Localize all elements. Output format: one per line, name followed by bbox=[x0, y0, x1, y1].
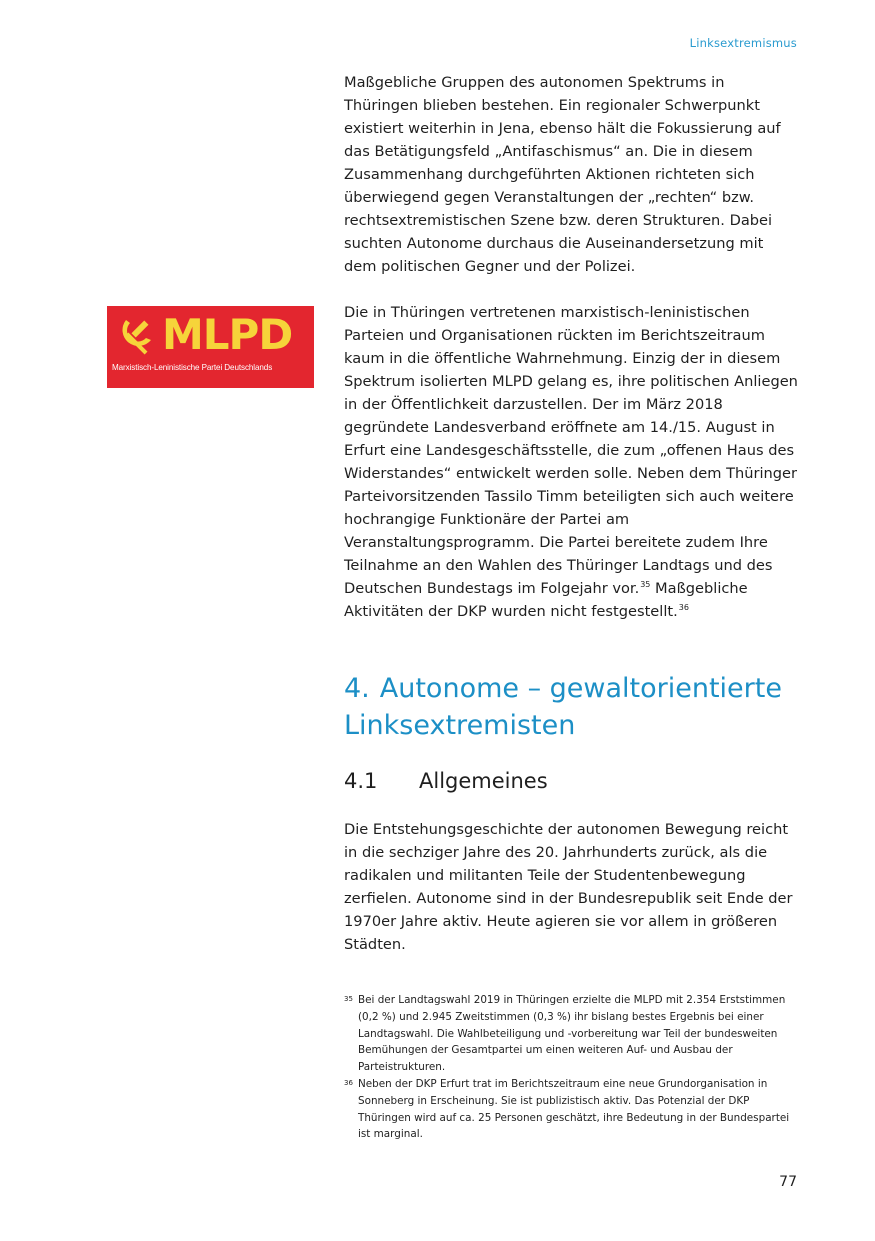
footnote-35 bbox=[344, 992, 800, 1076]
chapter-heading bbox=[344, 670, 799, 744]
paragraph-mlpd-text: Die in Thüringen vertretenen marxistisch-leninistischen Parteien und Organisationen rückten im Berichtszeitraum kaum in die öffentliche Wahrnehmung. Einzig der in diesem Spektrum isolierten MLPD gelang es, ihre politischen Anliegen in der Öffentlichkeit darzustellen. Der im März 2018 gegründete Landesverband eröffnete am 14./15. August in Erfurt eine Landesgeschäftsstelle, die zum „offenen Haus des Widerstandes“ entwickelt werden solle. Neben dem Thüringer Parteivorsitzenden Tassilo Timm beteiligten sich auch weitere hochrangige Funktionäre der Partei am Veranstaltungsprogramm. Die Partei bereitete zudem Ihre Teilnahme an den Wahlen des Thüringer Landtags und des Deutschen Bundestags im Folgejahr vor. bbox=[344, 304, 798, 597]
section-heading bbox=[344, 766, 799, 796]
hammer-sickle-icon bbox=[107, 306, 162, 363]
paragraph-mlpd bbox=[344, 301, 799, 623]
footnote-text: Bei der Landtagswahl 2019 in Thüringen erzielte die MLPD mit 2.354 Erststimmen (0,2 %) und 2.945 Zweitstimmen (0,3 %) ihr bislang bestes Ergebnis bei einer Landtagswahl. Die Wahlbeteiligung und -vorbereitung war Teil der bundesweiten Bemühungen der Gesamtpartei um einen weiteren Auf- und Ausbau der Parteistrukturen. bbox=[358, 994, 786, 1074]
mlpd-logo bbox=[107, 306, 314, 388]
paragraph-dkp-text: Maßgebliche Aktivitäten der DKP wurden nicht festgestellt. bbox=[344, 580, 748, 620]
footnote-number: 36 bbox=[344, 1078, 353, 1087]
chapter-title: Autonome – gewaltorientierte Linksextremisten bbox=[344, 673, 782, 741]
logo-subtitle: Marxistisch-Leninistische Partei Deutschlands bbox=[112, 363, 273, 372]
footnotes bbox=[344, 992, 800, 1143]
footnote-number: 35 bbox=[344, 995, 353, 1003]
paragraph-autonome-gruppen: Maßgebliche Gruppen des autonomen Spektrums in Thüringen blieben bestehen. Ein regionaler Schwerpunkt existiert weiterhin in Jena, ebenso hält die Fokussierung auf das Betätigungsfeld „Antifaschismus“ an. Die in diesem Zusammenhang durchgeführten Aktionen richteten sich überwiegend gegen Veranstaltungen der „rechten“ bzw. rechtsextremistischen Szene bzw. deren Strukturen. Dabei suchten Autonome durchaus die Auseinandersetzung mit dem politischen Gegner und der Polizei. bbox=[344, 74, 781, 275]
footnote-ref-36[interactable]: 36 bbox=[678, 603, 689, 612]
logo-wordmark: MLPD bbox=[162, 310, 293, 359]
footnote-text: Neben der DKP Erfurt trat im Berichtszeitraum eine neue Grundorganisation in Sonneberg in Erscheinung. Sie ist publizistisch aktiv. Das Potenzial der DKP Thüringen wird auf ca. 25 Personen geschätzt, ihre Bedeutung in der Bundespartei ist marginal. bbox=[358, 1077, 790, 1141]
footnote-36 bbox=[344, 1076, 800, 1143]
section-title: Allgemeines bbox=[419, 769, 548, 793]
paragraph-entstehung: Die Entstehungsgeschichte der autonomen Bewegung reicht in die sechziger Jahre des 20. Jahrhunderts zurück, als die radikalen und militanten Teile der Studentenbewegung zerfielen. Autonome sind in der Bundesrepublik seit Ende der 1970er Jahre aktiv. Heute agieren sie vor allem in größeren Städten. bbox=[344, 821, 793, 953]
running-header: Linksextremismus bbox=[689, 36, 797, 50]
footnote-ref-35[interactable]: 35 bbox=[640, 580, 651, 589]
section-number: 4.1 bbox=[344, 769, 378, 793]
page-number: 77 bbox=[779, 1174, 797, 1190]
chapter-number: 4. bbox=[344, 673, 370, 704]
